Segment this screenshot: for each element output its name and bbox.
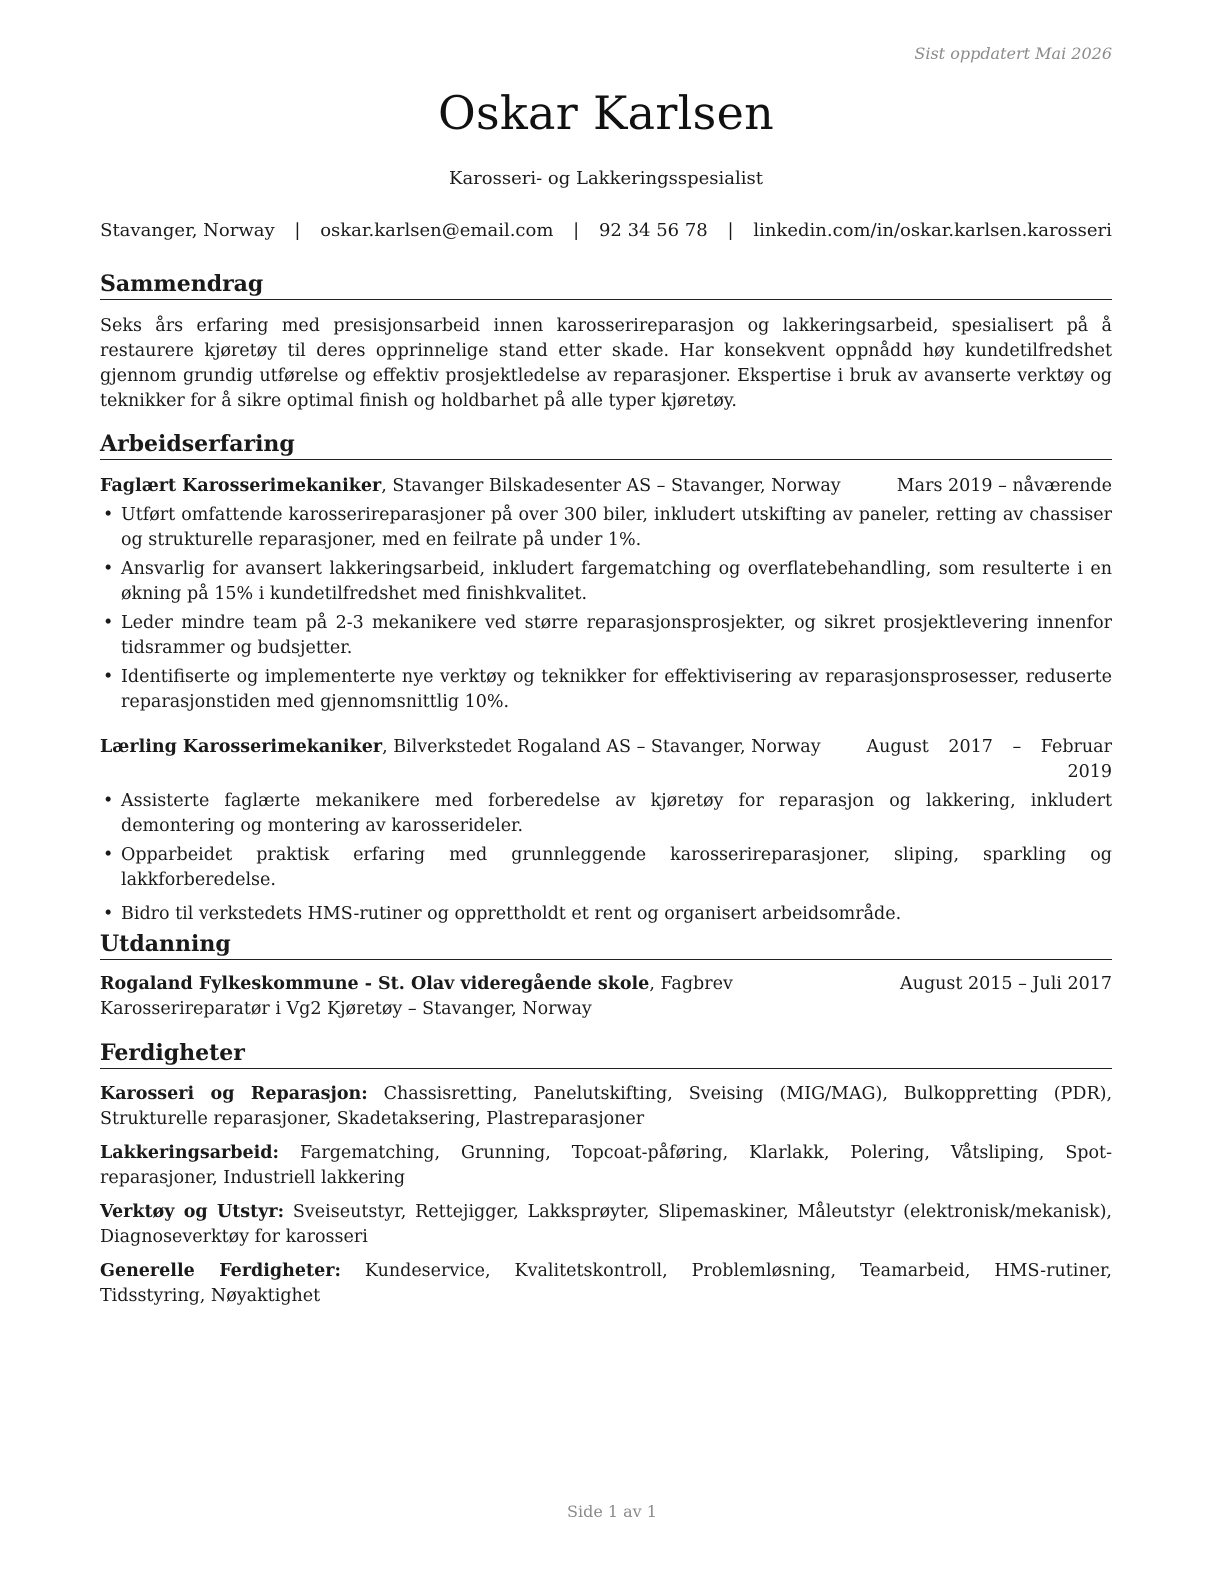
- section-title-education: Utdanning: [100, 930, 1112, 960]
- skill-items: Sveiseutstyr, Rettejigger, Lakksprøyter, Slipemaskiner, Måleutstyr (elektronisk/mekanisk), Diagnoseverktøy for karosseri: [100, 1202, 1112, 1247]
- bullet-dot-icon: •: [103, 667, 114, 687]
- bullet-dot-icon: •: [103, 845, 114, 865]
- job-dates: [866, 735, 1112, 785]
- contact-linkedin[interactable]: linkedin.com/in/oskar.karlsen.karosseri: [753, 220, 1112, 241]
- skill-group: [100, 1141, 1112, 1191]
- job-title-line: [100, 474, 841, 499]
- resume-page: [100, 0, 1112, 1584]
- bullet-text: Identifiserte og implementerte nye verktøy og teknikker for effektivisering av reparasjonsprosesser, reduserte reparasjonstiden med gjennomsnittlig 10%.: [121, 667, 1112, 712]
- bullet-item: [100, 902, 1112, 927]
- skill-label: Karosseri og Reparasjon:: [100, 1084, 368, 1104]
- summary-section: [100, 270, 1112, 414]
- bullet-dot-icon: •: [103, 904, 114, 924]
- job-header: [100, 735, 1112, 785]
- job-bullets: [100, 503, 1112, 715]
- job-role: Lærling Karosserimekaniker: [100, 737, 383, 757]
- education-section: [100, 930, 1112, 1022]
- job-company: , Bilverkstedet Rogaland AS – Stavanger, Norway: [382, 737, 821, 757]
- job-bullets: [100, 789, 1112, 927]
- summary-text: Seks års erfaring med presisjonsarbeid innen karosserireparasjon og lakkeringsarbeid, spesialisert på å restaurere kjøretøy til deres opprinnelige stand etter skade. Har konsekvent oppnådd høy kundetilfredshet gjennom grundig utførelse og effektiv prosjektledelse av reparasjoner. Ekspertise i bruk av avanserte verktøy og teknikker for å sikre optimal finish og holdbarhet på alle typer kjøretøy.: [100, 316, 1112, 411]
- candidate-title: Karosseri- og Lakkeringsspesialist: [449, 168, 763, 189]
- contact-line: [100, 220, 1112, 241]
- experience-section: [100, 430, 1112, 931]
- education-school: Rogaland Fylkeskommune - St. Olav videregående skole: [100, 974, 650, 994]
- bullet-item: [100, 789, 1112, 839]
- education-dates: August 2015 – Juli 2017: [900, 974, 1112, 994]
- bullet-item: [100, 557, 1112, 607]
- job-header: [100, 474, 1112, 499]
- candidate-name: Oskar Karlsen: [437, 86, 775, 140]
- bullet-text: Assisterte faglærte mekanikere med forberedelse av kjøretøy for reparasjon og lakkering, inkludert demontering og montering av karosserideler.: [121, 791, 1112, 836]
- skill-items: Chassisretting, Panelutskifting, Sveising (MIG/MAG), Bulkoppretting (PDR), Strukturelle reparasjoner, Skadetaksering, Plastreparasjoner: [100, 1084, 1113, 1129]
- section-title-summary: Sammendrag: [100, 270, 1112, 300]
- skills-list: [100, 1082, 1112, 1309]
- skill-label: Verktøy og Utstyr:: [100, 1202, 285, 1222]
- bullet-dot-icon: •: [103, 505, 114, 525]
- bullet-dot-icon: •: [103, 613, 114, 633]
- education-degree: , Fagbrev Karosserireparatør i Vg2 Kjøretøy – Stavanger, Norway: [100, 974, 733, 1019]
- job-dates-line: 2019: [1067, 762, 1112, 782]
- skill-group: [100, 1259, 1112, 1309]
- bullet-dot-icon: •: [103, 559, 114, 579]
- bullet-text: Ansvarlig for avansert lakkeringsarbeid, inkludert fargematching og overflatebehandling, som resulterte i en økning på 15% i kundetilfredshet med finishkvalitet.: [121, 559, 1112, 604]
- job-title-line: [100, 735, 821, 785]
- bullet-item: [100, 611, 1112, 661]
- section-title-skills: Ferdigheter: [100, 1039, 1112, 1069]
- skill-label: Generelle Ferdigheter:: [100, 1261, 341, 1281]
- contact-separator: |: [573, 220, 580, 241]
- contact-separator: |: [294, 220, 301, 241]
- skill-label: Lakkeringsarbeid:: [100, 1143, 279, 1163]
- bullet-item: [100, 503, 1112, 553]
- job-dates-line: August 2017 – Februar: [866, 737, 1112, 757]
- bullet-item: [100, 665, 1112, 715]
- skill-items: Fargematching, Grunning, Topcoat-påføring, Klarlakk, Polering, Våtsliping, Spot-reparasjoner, Industriell lakkering: [100, 1143, 1112, 1188]
- education-title-line: [100, 972, 885, 1022]
- section-title-experience: Arbeidserfaring: [100, 430, 1112, 460]
- last-updated: Sist oppdatert Mai 2026: [914, 44, 1112, 63]
- skills-section: [100, 1039, 1112, 1318]
- education-entry: [100, 972, 1112, 1022]
- contact-separator: |: [727, 220, 734, 241]
- skill-items: Kundeservice, Kvalitetskontroll, Problemløsning, Teamarbeid, HMS-rutiner, Tidsstyring, Nøyaktighet: [100, 1261, 1112, 1306]
- bullet-text: Leder mindre team på 2-3 mekanikere ved større reparasjonsprosjekter, og sikret prosjektlevering innenfor tidsrammer og budsjetter.: [121, 613, 1112, 658]
- contact-location: Stavanger, Norway: [100, 220, 275, 241]
- skill-group: [100, 1200, 1112, 1250]
- job-company: , Stavanger Bilskadesenter AS – Stavanger, Norway: [381, 476, 841, 496]
- bullet-item: [100, 843, 1112, 893]
- bullet-text: Opparbeidet praktisk erfaring med grunnleggende karosserireparasjoner, sliping, sparkling og lakkforberedelse.: [121, 845, 1112, 890]
- bullet-dot-icon: •: [103, 791, 114, 811]
- contact-phone: 92 34 56 78: [598, 220, 708, 241]
- job-role: Faglært Karosserimekaniker: [100, 476, 382, 496]
- page-number: Side 1 av 1: [567, 1502, 657, 1521]
- bullet-text: Bidro til verkstedets HMS-rutiner og opprettholdt et rent og organisert arbeidsområde.: [121, 904, 902, 924]
- job-entry: [100, 474, 1112, 715]
- contact-email[interactable]: oskar.karlsen@email.com: [320, 220, 554, 241]
- job-entry: [100, 735, 1112, 927]
- skill-group: [100, 1082, 1112, 1132]
- job-dates: Mars 2019 – nåværende: [896, 476, 1112, 496]
- bullet-text: Utført omfattende karosserireparasjoner på over 300 biler, inkludert utskifting av paneler, retting av chassiser og strukturelle reparasjoner, med en feilrate på under 1%.: [121, 505, 1112, 550]
